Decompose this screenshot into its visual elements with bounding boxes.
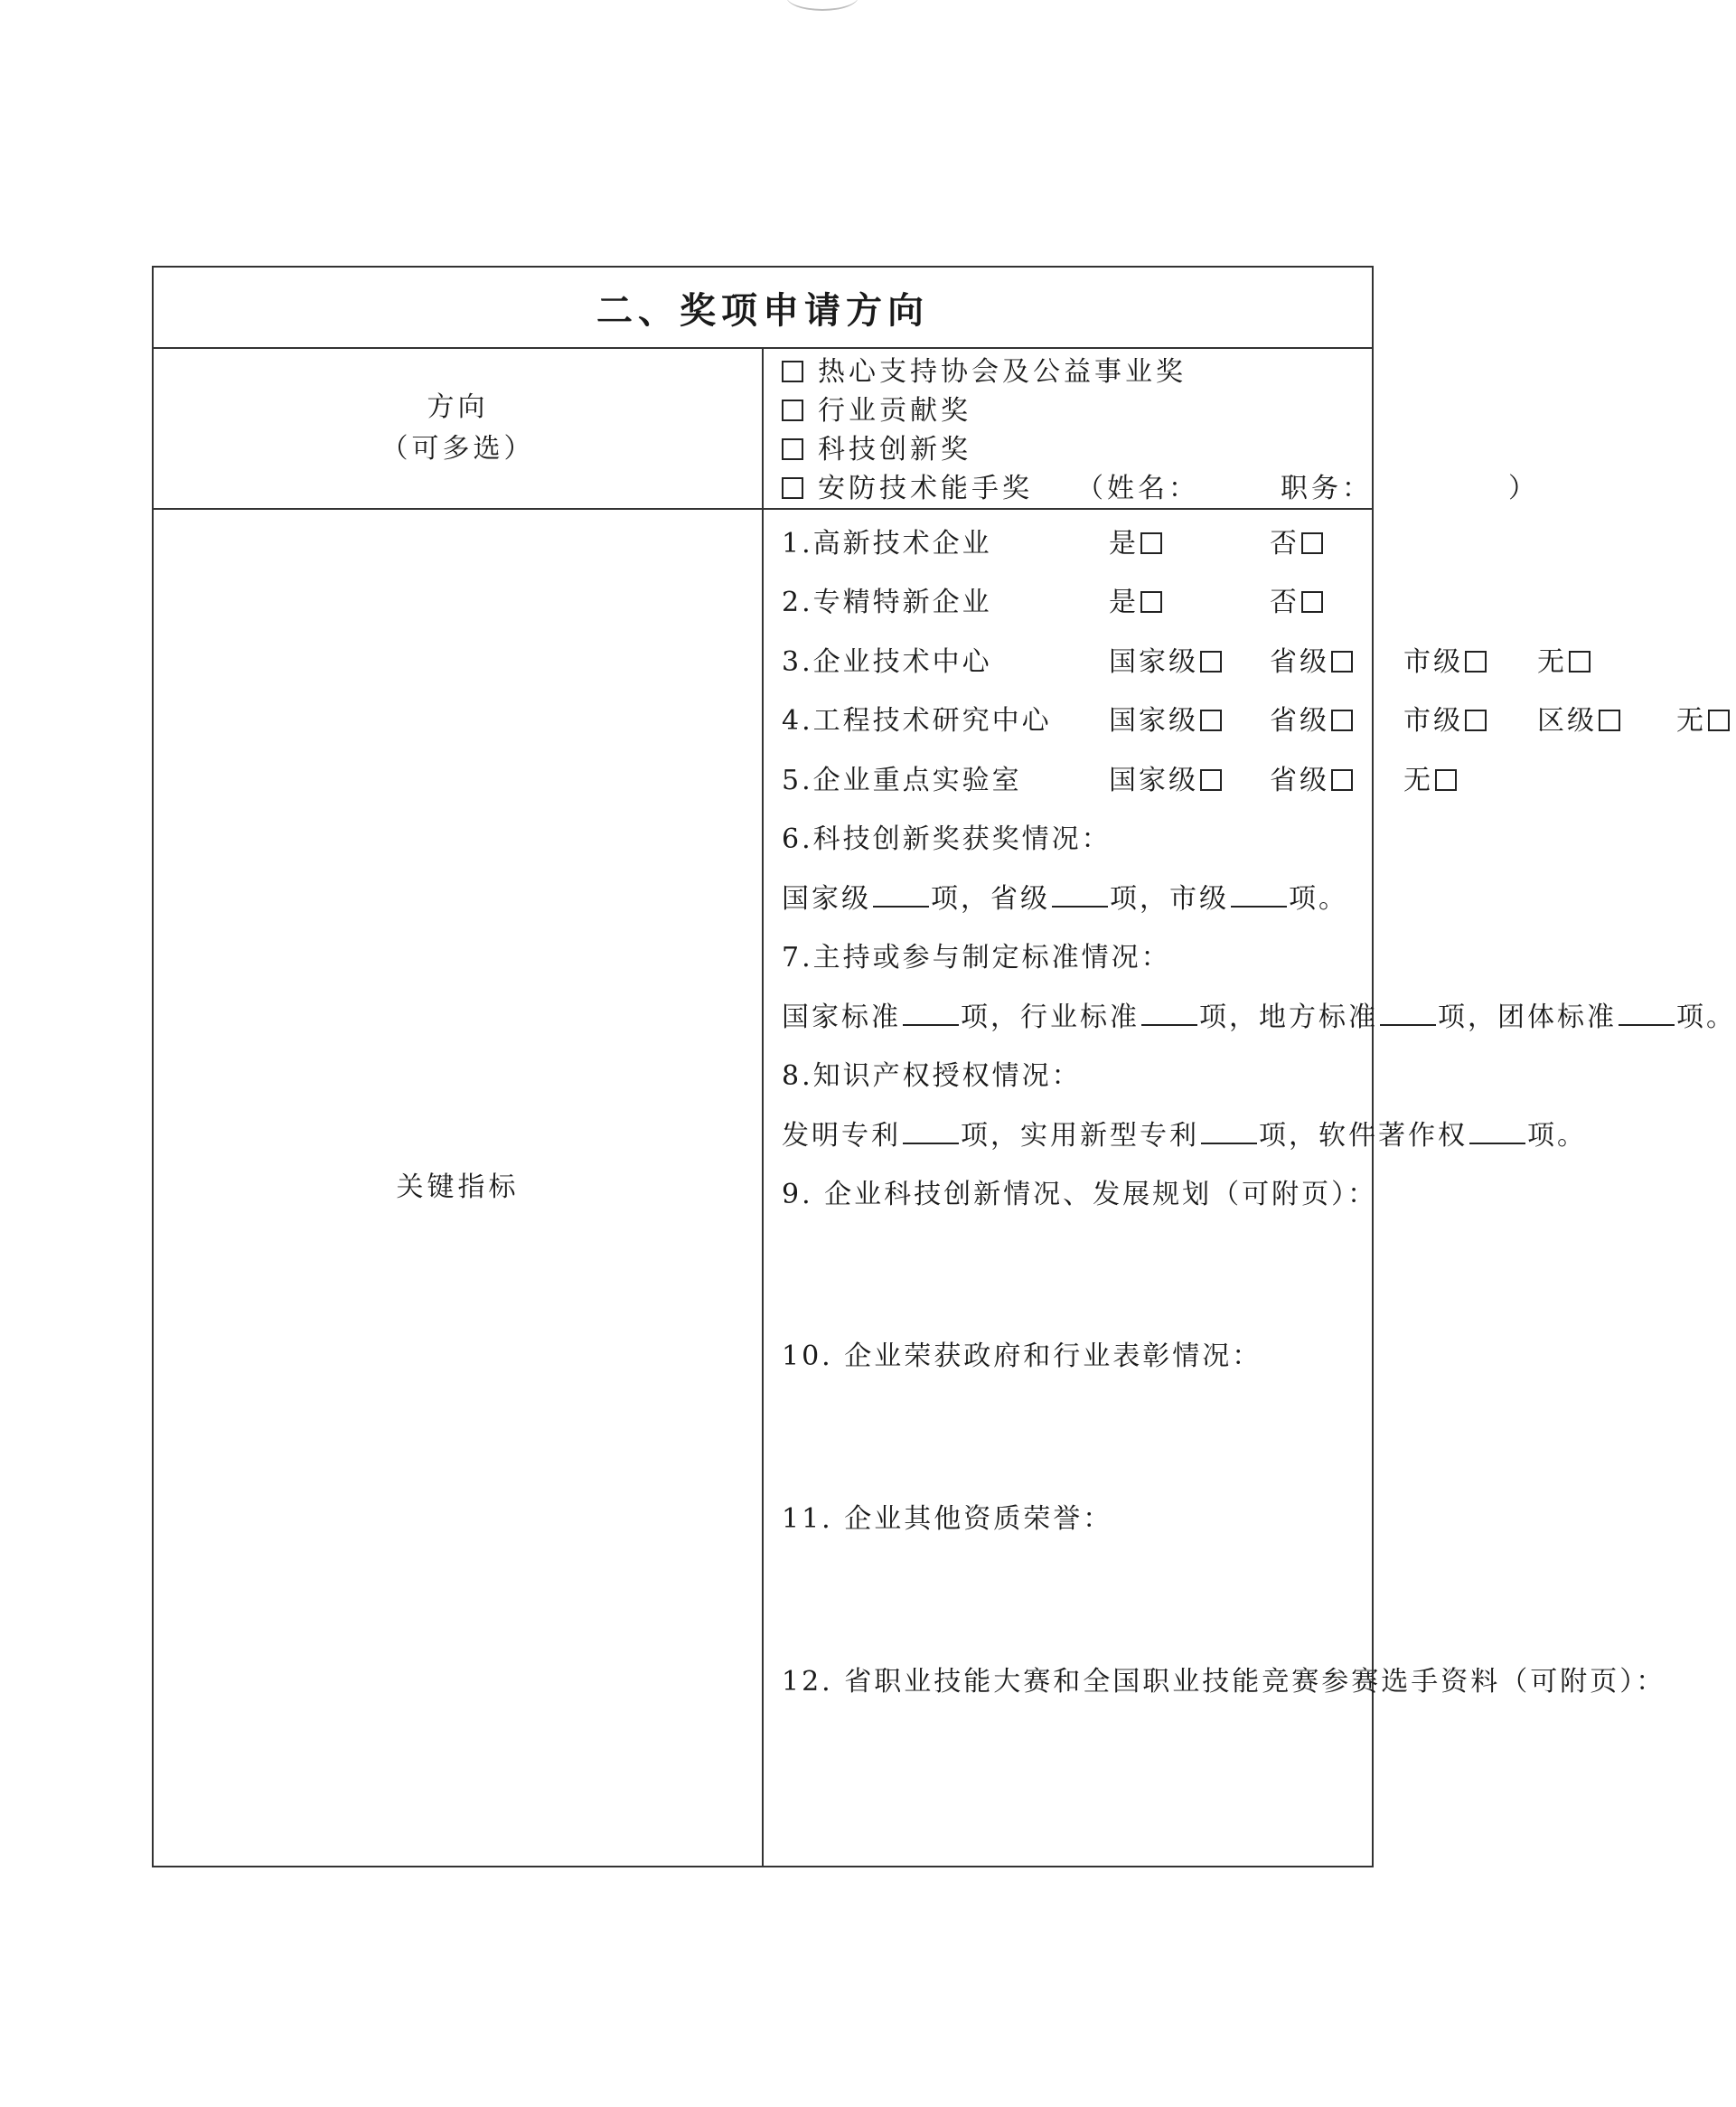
checkbox[interactable] (782, 361, 803, 382)
choice-no[interactable]: 否 (1270, 583, 1323, 623)
indicator-title: 5.企业重点实验室 (782, 765, 1022, 796)
section-title: 二、奖项申请方向 (153, 267, 1373, 348)
checkbox[interactable] (1331, 769, 1353, 791)
direction-label-line2: （可多选） (380, 433, 535, 465)
key-indicators-label: 关键指标 (153, 509, 763, 1867)
indicator-title: 4.工程技术研究中心 (782, 705, 1052, 737)
checkbox[interactable] (1140, 532, 1162, 554)
choice-none[interactable]: 无 (1403, 761, 1457, 801)
choice-municipal[interactable]: 市级 (1403, 701, 1487, 741)
blank-provincial-count[interactable] (1052, 879, 1108, 908)
choice-national[interactable]: 国家级 (1109, 701, 1222, 741)
blank-group-standard[interactable] (1619, 997, 1675, 1026)
checkbox[interactable] (1200, 769, 1222, 791)
option-label: 热心支持协会及公益事业奖 (818, 356, 1187, 388)
indicator-row-5 (782, 761, 1433, 801)
checkbox[interactable] (1599, 710, 1620, 731)
q11-title: 11. 企业其他资质荣誉： (782, 1503, 1113, 1535)
q6-award-counts: 国家级 项，省级 项，市级 项。 (782, 879, 1363, 918)
direction-label (153, 348, 763, 509)
checkbox[interactable] (1200, 710, 1222, 731)
direction-label-line1: 方向 (427, 391, 489, 423)
indicator-title: 1.高新技术企业 (782, 528, 992, 560)
checkbox[interactable] (1569, 651, 1591, 673)
blank-local-standard[interactable] (1380, 997, 1436, 1026)
checkbox[interactable] (1301, 532, 1323, 554)
direction-option-tech-innovation[interactable] (764, 430, 1372, 469)
q8-title: 8.知识产权授权情况： (782, 1060, 1082, 1092)
choice-yes[interactable]: 是 (1109, 524, 1162, 564)
checkbox[interactable] (1465, 710, 1487, 731)
indicator-row-3 (782, 643, 1567, 682)
checkbox[interactable] (1435, 769, 1457, 791)
choice-none[interactable]: 无 (1537, 643, 1591, 682)
choice-none[interactable]: 无 (1676, 701, 1730, 741)
key-indicators-content (763, 509, 1736, 1867)
choice-municipal[interactable]: 市级 (1403, 643, 1487, 682)
checkbox[interactable] (1331, 710, 1353, 731)
indicator-row-4 (782, 701, 1706, 741)
indicator-title: 3.企业技术中心 (782, 646, 992, 678)
q10-title: 10. 企业荣获政府和行业表彰情况： (782, 1340, 1262, 1372)
checkbox[interactable] (1200, 651, 1222, 673)
q12-title: 12. 省职业技能大赛和全国职业技能竞赛参赛选手资料（可附页）： (782, 1666, 1666, 1698)
checkbox[interactable] (1465, 651, 1487, 673)
direction-option-security-expert[interactable] (764, 469, 1539, 508)
blank-invention-patent[interactable] (903, 1115, 959, 1144)
q9-title: 9. 企业科技创新情况、发展规划（可附页）： (782, 1179, 1378, 1210)
checkbox[interactable] (1331, 651, 1353, 673)
checkbox[interactable] (782, 438, 803, 460)
checkbox[interactable] (1140, 591, 1162, 613)
choice-yes[interactable]: 是 (1109, 583, 1162, 623)
indicator-row-1 (782, 524, 1363, 564)
q7-title: 7.主持或参与制定标准情况： (782, 942, 1171, 974)
q8-ip-counts: 发明专利 项，实用新型专利 项，软件著作权 项。 (782, 1115, 1363, 1155)
checkbox[interactable] (1301, 591, 1323, 613)
choice-national[interactable]: 国家级 (1109, 761, 1222, 801)
q7-standard-counts: 国家标准 项，行业标准 项，地方标准 项，团体标准 项。 (782, 997, 1363, 1037)
direction-option-list (764, 353, 1539, 508)
choice-national[interactable]: 国家级 (1109, 643, 1222, 682)
blank-software-copyright[interactable] (1469, 1115, 1525, 1144)
name-field-label: （姓名： (1076, 473, 1199, 504)
direction-options (763, 348, 1539, 509)
blank-industry-standard[interactable] (1141, 997, 1197, 1026)
checkbox[interactable] (782, 400, 803, 421)
choice-provincial[interactable]: 省级 (1270, 761, 1353, 801)
blank-national-standard[interactable] (903, 997, 959, 1026)
choice-district[interactable]: 区级 (1537, 701, 1620, 741)
indicator-title: 2.专精特新企业 (782, 587, 992, 618)
option-label: 行业贡献奖 (818, 395, 971, 427)
choice-no[interactable]: 否 (1270, 524, 1323, 564)
q6-title: 6.科技创新奖获奖情况： (782, 823, 1112, 855)
job-field-label: 职务： (1281, 473, 1373, 504)
checkbox[interactable] (1708, 710, 1730, 731)
checkbox[interactable] (782, 477, 803, 499)
close-paren: ） (1508, 473, 1539, 504)
blank-municipal-count[interactable] (1231, 879, 1287, 908)
option-label: 科技创新奖 (818, 434, 971, 466)
award-direction-form (152, 266, 1736, 1867)
direction-option-industry-contribution[interactable] (764, 391, 1372, 430)
blank-utility-patent[interactable] (1201, 1115, 1257, 1144)
direction-option-public-welfare[interactable] (764, 353, 1372, 391)
blank-national-count[interactable] (873, 879, 929, 908)
option-label: 安防技术能手奖 (818, 473, 1033, 504)
scan-artifact (786, 0, 859, 11)
indicator-row-2 (782, 583, 1363, 623)
choice-provincial[interactable]: 省级 (1270, 701, 1353, 741)
choice-provincial[interactable]: 省级 (1270, 643, 1353, 682)
